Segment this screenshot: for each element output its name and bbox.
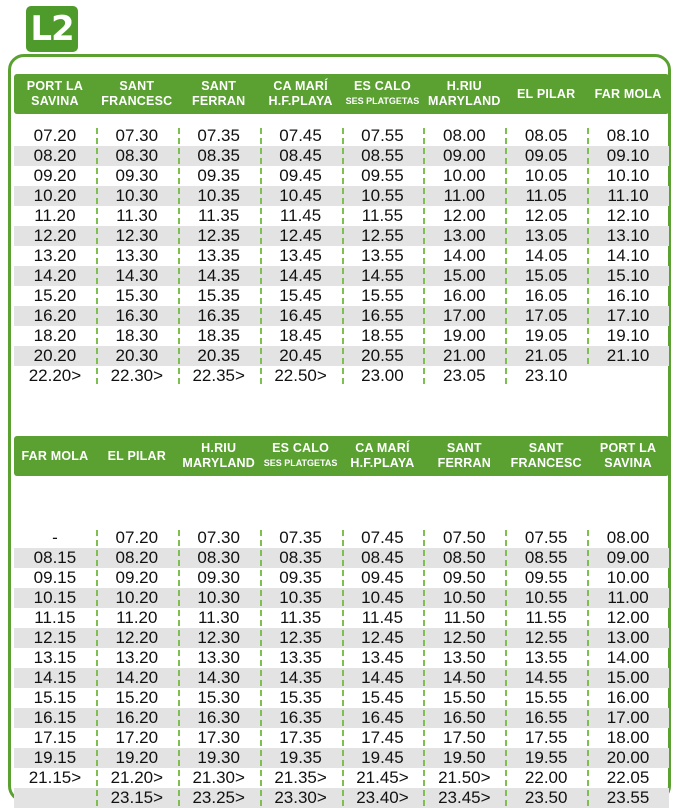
stop-name-line1: FAR MOLA — [21, 448, 89, 463]
departure-time: 17.50 — [423, 728, 505, 748]
departure-time: 08.45 — [260, 146, 342, 166]
departure-time: 21.00 — [423, 346, 505, 366]
departure-time: 11.55 — [342, 206, 424, 226]
departure-time: 11.35 — [178, 206, 260, 226]
departure-time: 10.15 — [33, 588, 77, 607]
departure-time: 15.55 — [505, 688, 587, 708]
departure-time: 15.30 — [178, 688, 260, 708]
inbound-timetable — [14, 436, 669, 808]
table-row — [14, 768, 669, 788]
departure-time: 09.00 — [587, 548, 669, 568]
stop-name-line2: H.F.PLAYA — [350, 456, 415, 470]
departure-time: 18.35 — [178, 326, 260, 346]
stop-name-line1: ES CALO — [272, 441, 330, 455]
inbound-header-stop — [342, 441, 424, 471]
departure-time: 23.05 — [423, 366, 505, 386]
departure-time: 15.00 — [587, 668, 669, 688]
table-row — [14, 346, 669, 366]
departure-time: 11.30 — [96, 206, 178, 226]
departure-time: 09.45 — [260, 166, 342, 186]
departure-time: 09.05 — [505, 146, 587, 166]
departure-time: 14.05 — [505, 246, 587, 266]
departure-time: 09.20 — [33, 166, 77, 185]
departure-time: 14.00 — [423, 246, 505, 266]
departure-time: 20.30 — [96, 346, 178, 366]
departure-time: 21.15> — [28, 768, 82, 787]
departure-time: 11.20 — [34, 206, 76, 225]
departure-time: 11.05 — [505, 186, 587, 206]
departure-time: 19.20 — [96, 748, 178, 768]
departure-time: 10.30 — [178, 588, 260, 608]
outbound-times — [14, 114, 669, 386]
departure-time: 12.05 — [505, 206, 587, 226]
departure-time: 16.05 — [505, 286, 587, 306]
departure-time: 14.55 — [342, 266, 424, 286]
stop-name-line1: EL PILAR — [107, 448, 166, 463]
departure-time: 10.30 — [96, 186, 178, 206]
departure-time: 12.00 — [423, 206, 505, 226]
departure-time: 08.00 — [423, 126, 505, 146]
stop-name-line1: CA MARÍ — [355, 441, 410, 455]
departure-time: 11.55 — [505, 608, 587, 628]
departure-time: 13.30 — [96, 246, 178, 266]
departure-time: 22.00 — [505, 768, 587, 788]
departure-time: 15.45 — [260, 286, 342, 306]
departure-time: 19.55 — [505, 748, 587, 768]
outbound-header-stop — [96, 79, 178, 109]
departure-time: 15.15 — [33, 688, 77, 707]
departure-time: 15.35 — [260, 688, 342, 708]
departure-time: 07.20 — [33, 126, 77, 145]
departure-time: 16.30 — [178, 708, 260, 728]
departure-time: 14.15 — [33, 668, 77, 687]
departure-time: 23.10 — [505, 366, 587, 386]
departure-time: 14.35 — [178, 266, 260, 286]
departure-time: 08.55 — [342, 146, 424, 166]
departure-time: 08.20 — [33, 146, 77, 165]
table-row — [14, 548, 669, 568]
departure-time: 23.55 — [587, 788, 669, 808]
departure-time: 12.35 — [178, 226, 260, 246]
departure-time: 13.55 — [342, 246, 424, 266]
departure-time: 23.40> — [342, 788, 424, 808]
table-row — [14, 306, 669, 326]
departure-time: 11.15 — [34, 608, 76, 627]
departure-time: 14.00 — [587, 648, 669, 668]
table-row — [14, 728, 669, 748]
inbound-header-row — [14, 436, 669, 476]
departure-time: 14.55 — [505, 668, 587, 688]
departure-time: 08.50 — [423, 548, 505, 568]
departure-time: 14.10 — [587, 246, 669, 266]
departure-time: 12.30 — [178, 628, 260, 648]
departure-time: 09.45 — [342, 568, 424, 588]
departure-time: 16.55 — [505, 708, 587, 728]
departure-time: 16.30 — [96, 306, 178, 326]
departure-time: 21.30> — [178, 768, 260, 788]
table-row — [14, 688, 669, 708]
departure-time: 20.35 — [178, 346, 260, 366]
outbound-timetable — [14, 74, 669, 386]
departure-time: 10.10 — [587, 166, 669, 186]
outbound-header-stop — [14, 79, 96, 109]
departure-time: 15.55 — [342, 286, 424, 306]
departure-time: 21.10 — [587, 346, 669, 366]
departure-time: 14.30 — [96, 266, 178, 286]
departure-time: 07.20 — [96, 528, 178, 548]
departure-time: 08.55 — [505, 548, 587, 568]
departure-time: 19.35 — [260, 748, 342, 768]
departure-time: 13.35 — [178, 246, 260, 266]
departure-time: 13.00 — [423, 226, 505, 246]
departure-time: 10.55 — [342, 186, 424, 206]
inbound-header-stop — [14, 449, 96, 464]
departure-time: 18.55 — [342, 326, 424, 346]
departure-time: 16.20 — [96, 708, 178, 728]
departure-time: 14.20 — [96, 668, 178, 688]
table-row — [14, 166, 669, 186]
departure-time: 23.25> — [178, 788, 260, 808]
departure-time: 15.50 — [423, 688, 505, 708]
departure-time: 17.30 — [178, 728, 260, 748]
departure-time: 15.05 — [505, 266, 587, 286]
table-row — [14, 246, 669, 266]
departure-time: 21.50> — [423, 768, 505, 788]
departure-time: 10.00 — [423, 166, 505, 186]
departure-time: 12.45 — [342, 628, 424, 648]
departure-time: 15.35 — [178, 286, 260, 306]
departure-time: 10.55 — [505, 588, 587, 608]
departure-time: 07.50 — [423, 528, 505, 548]
stop-name-line1: SANT — [528, 441, 564, 455]
departure-time: 18.45 — [260, 326, 342, 346]
departure-time: 15.20 — [33, 286, 77, 305]
departure-time: 09.55 — [505, 568, 587, 588]
departure-time: 11.45 — [260, 206, 342, 226]
departure-time: 19.50 — [423, 748, 505, 768]
departure-time: 22.50> — [260, 366, 342, 386]
departure-time: 12.10 — [587, 206, 669, 226]
departure-time: 13.55 — [505, 648, 587, 668]
departure-time: 12.35 — [260, 628, 342, 648]
outbound-header-stop — [342, 79, 424, 109]
departure-time: 08.35 — [178, 146, 260, 166]
departure-time: 08.20 — [96, 548, 178, 568]
inbound-header-stop — [260, 441, 342, 471]
departure-time: 07.30 — [96, 126, 178, 146]
departure-time: 11.10 — [587, 186, 669, 206]
departure-time: 17.05 — [505, 306, 587, 326]
departure-time: 19.45 — [342, 748, 424, 768]
departure-time: 11.20 — [96, 608, 178, 628]
table-row — [14, 648, 669, 668]
departure-time: 13.45 — [342, 648, 424, 668]
outbound-header-stop — [178, 79, 260, 109]
departure-time: 13.35 — [260, 648, 342, 668]
stop-name-line2: FERRAN — [192, 94, 246, 108]
outbound-header-stop — [423, 79, 505, 109]
departure-time: 08.30 — [96, 146, 178, 166]
departure-time: 23.30> — [260, 788, 342, 808]
departure-time: 16.15 — [33, 708, 77, 727]
departure-time: 22.20> — [28, 366, 82, 385]
stop-name-line1: SANT — [446, 441, 482, 455]
departure-time: 15.20 — [96, 688, 178, 708]
departure-time: - — [52, 528, 58, 547]
departure-time: 13.15 — [33, 648, 77, 667]
departure-time: 23.50 — [505, 788, 587, 808]
departure-time: 19.15 — [33, 748, 77, 767]
departure-time: 16.45 — [260, 306, 342, 326]
departure-time: 18.00 — [587, 728, 669, 748]
departure-time: 13.10 — [587, 226, 669, 246]
departure-time: 08.00 — [587, 528, 669, 548]
stop-name-line2: H.F.PLAYA — [268, 94, 333, 108]
departure-time: 12.30 — [96, 226, 178, 246]
departure-time: 17.00 — [423, 306, 505, 326]
departure-time: 14.50 — [423, 668, 505, 688]
departure-time: 16.10 — [587, 286, 669, 306]
departure-time: 09.15 — [33, 568, 77, 587]
departure-time: 13.00 — [587, 628, 669, 648]
departure-time: 21.20> — [96, 768, 178, 788]
departure-time: 11.45 — [342, 608, 424, 628]
stop-name-line1: ES CALO — [353, 79, 411, 93]
departure-time: 16.55 — [342, 306, 424, 326]
stop-name-line2: MARYLAND — [427, 94, 501, 108]
departure-time: 07.55 — [505, 528, 587, 548]
departure-time: 07.45 — [260, 126, 342, 146]
table-row — [14, 206, 669, 226]
departure-time: 16.35 — [260, 708, 342, 728]
table-row — [14, 788, 669, 808]
outbound-header-stop — [505, 87, 587, 102]
departure-time: 09.35 — [178, 166, 260, 186]
table-row — [14, 326, 669, 346]
departure-time: 16.45 — [342, 708, 424, 728]
table-row — [14, 126, 669, 146]
departure-time: 12.20 — [96, 628, 178, 648]
outbound-header-row — [14, 74, 669, 114]
departure-time: 19.10 — [587, 326, 669, 346]
table-row — [14, 146, 669, 166]
inbound-header-stop — [505, 441, 587, 471]
inbound-header-stop — [96, 449, 178, 464]
departure-time: 19.30 — [178, 748, 260, 768]
departure-time: 17.00 — [587, 708, 669, 728]
table-row — [14, 568, 669, 588]
departure-time: 13.45 — [260, 246, 342, 266]
departure-time: 21.05 — [505, 346, 587, 366]
departure-time: 21.45> — [342, 768, 424, 788]
departure-time: 10.45 — [260, 186, 342, 206]
departure-time: 12.45 — [260, 226, 342, 246]
departure-time: 09.10 — [587, 146, 669, 166]
outbound-header-stop — [260, 79, 342, 109]
departure-time: 15.45 — [342, 688, 424, 708]
departure-time: 10.35 — [260, 588, 342, 608]
departure-time: 11.50 — [423, 608, 505, 628]
departure-time: 10.20 — [96, 588, 178, 608]
table-row — [14, 608, 669, 628]
departure-time: 13.20 — [96, 648, 178, 668]
inbound-header-stop — [178, 441, 260, 471]
stop-name-line1: SANT — [201, 79, 237, 93]
table-row — [14, 588, 669, 608]
departure-time: 10.45 — [342, 588, 424, 608]
inbound-header-stop — [423, 441, 505, 471]
table-row — [14, 748, 669, 768]
departure-time: 08.15 — [33, 548, 77, 567]
departure-time: 22.05 — [587, 768, 669, 788]
departure-time: 17.20 — [96, 728, 178, 748]
departure-time: 16.50 — [423, 708, 505, 728]
departure-time: 08.05 — [505, 126, 587, 146]
table-row — [14, 266, 669, 286]
stop-name-line2: SAVINA — [604, 456, 652, 470]
departure-time: 09.55 — [342, 166, 424, 186]
table-row — [14, 628, 669, 648]
departure-time: 11.35 — [260, 608, 342, 628]
stop-name-line1: H.RIU — [201, 441, 237, 455]
departure-time: 13.20 — [33, 246, 77, 265]
stop-name-line1: SANT — [119, 79, 155, 93]
departure-time: 16.35 — [178, 306, 260, 326]
table-row — [14, 186, 669, 206]
route-badge: L2 — [26, 6, 78, 52]
departure-time: 12.00 — [587, 608, 669, 628]
departure-time: 07.55 — [342, 126, 424, 146]
stop-name-line2: FRANCESC — [510, 456, 582, 470]
departure-time: 23.15> — [96, 788, 178, 808]
stop-name-line1: H.RIU — [446, 79, 482, 93]
departure-time: 17.35 — [260, 728, 342, 748]
stop-name-line1: PORT LA — [599, 441, 657, 455]
departure-time: 12.20 — [33, 226, 77, 245]
departure-time: 20.00 — [587, 748, 669, 768]
table-row — [14, 366, 669, 386]
table-row — [14, 286, 669, 306]
outbound-header-stop — [587, 87, 669, 102]
departure-time: 10.05 — [505, 166, 587, 186]
departure-time: 14.35 — [260, 668, 342, 688]
stop-name-line1: PORT LA — [26, 79, 84, 93]
departure-time: 15.10 — [587, 266, 669, 286]
departure-time: 19.00 — [423, 326, 505, 346]
table-row — [14, 528, 669, 548]
departure-time: 09.30 — [96, 166, 178, 186]
departure-time: 08.35 — [260, 548, 342, 568]
departure-time: 16.20 — [33, 306, 77, 325]
table-row — [14, 226, 669, 246]
departure-time: 07.35 — [178, 126, 260, 146]
departure-time: 15.00 — [423, 266, 505, 286]
departure-time: 14.45 — [260, 266, 342, 286]
departure-time: 10.00 — [587, 568, 669, 588]
departure-time: 10.50 — [423, 588, 505, 608]
departure-time: 12.55 — [505, 628, 587, 648]
departure-time: 09.20 — [96, 568, 178, 588]
departure-time: 17.15 — [33, 728, 77, 747]
departure-time: 09.50 — [423, 568, 505, 588]
departure-time: 20.20 — [33, 346, 77, 365]
departure-time: 13.05 — [505, 226, 587, 246]
departure-time: 12.55 — [342, 226, 424, 246]
departure-time: 07.30 — [178, 528, 260, 548]
departure-time: 16.00 — [423, 286, 505, 306]
stop-name-line1: EL PILAR — [517, 86, 576, 101]
departure-time: 10.35 — [178, 186, 260, 206]
departure-time: 22.30> — [96, 366, 178, 386]
stop-name-line1: FAR MOLA — [594, 86, 662, 101]
departure-time: 11.30 — [178, 608, 260, 628]
departure-time: 11.00 — [423, 186, 505, 206]
departure-time: 19.05 — [505, 326, 587, 346]
departure-time: 13.30 — [178, 648, 260, 668]
departure-time: 21.35> — [260, 768, 342, 788]
stop-name-line1: CA MARÍ — [273, 79, 328, 93]
table-row — [14, 668, 669, 688]
departure-time: 08.45 — [342, 548, 424, 568]
departure-time: 14.20 — [33, 266, 77, 285]
departure-time: 07.35 — [260, 528, 342, 548]
departure-time: 09.00 — [423, 146, 505, 166]
departure-time: 08.30 — [178, 548, 260, 568]
departure-time: 23.45> — [423, 788, 505, 808]
table-row — [14, 708, 669, 728]
departure-time: 22.35> — [178, 366, 260, 386]
departure-time: 16.00 — [587, 688, 669, 708]
departure-time: 20.55 — [342, 346, 424, 366]
departure-time: 15.30 — [96, 286, 178, 306]
departure-time: 08.10 — [587, 126, 669, 146]
stop-name-line2: FERRAN — [437, 456, 491, 470]
departure-time: 13.50 — [423, 648, 505, 668]
departure-time: 14.30 — [178, 668, 260, 688]
departure-time: 09.30 — [178, 568, 260, 588]
departure-time: 17.55 — [505, 728, 587, 748]
departure-time: 12.50 — [423, 628, 505, 648]
stop-name-line2: SES PLATGETAS — [345, 96, 420, 106]
departure-time: 17.10 — [587, 306, 669, 326]
departure-time: 12.15 — [33, 628, 77, 647]
departure-time: 23.00 — [342, 366, 424, 386]
departure-time: 18.30 — [96, 326, 178, 346]
departure-time: 20.45 — [260, 346, 342, 366]
departure-time: 11.00 — [587, 588, 669, 608]
departure-time: 10.20 — [33, 186, 77, 205]
inbound-header-stop — [587, 441, 669, 471]
stop-name-line2: FRANCESC — [101, 94, 173, 108]
departure-time: 07.45 — [342, 528, 424, 548]
stop-name-line2: MARYLAND — [182, 456, 256, 470]
stop-name-line2: SAVINA — [31, 94, 79, 108]
departure-time: 09.35 — [260, 568, 342, 588]
inbound-times — [14, 476, 669, 808]
stop-name-line2: SES PLATGETAS — [263, 458, 338, 468]
departure-time: 17.45 — [342, 728, 424, 748]
departure-time: 18.20 — [33, 326, 77, 345]
departure-time: 14.45 — [342, 668, 424, 688]
